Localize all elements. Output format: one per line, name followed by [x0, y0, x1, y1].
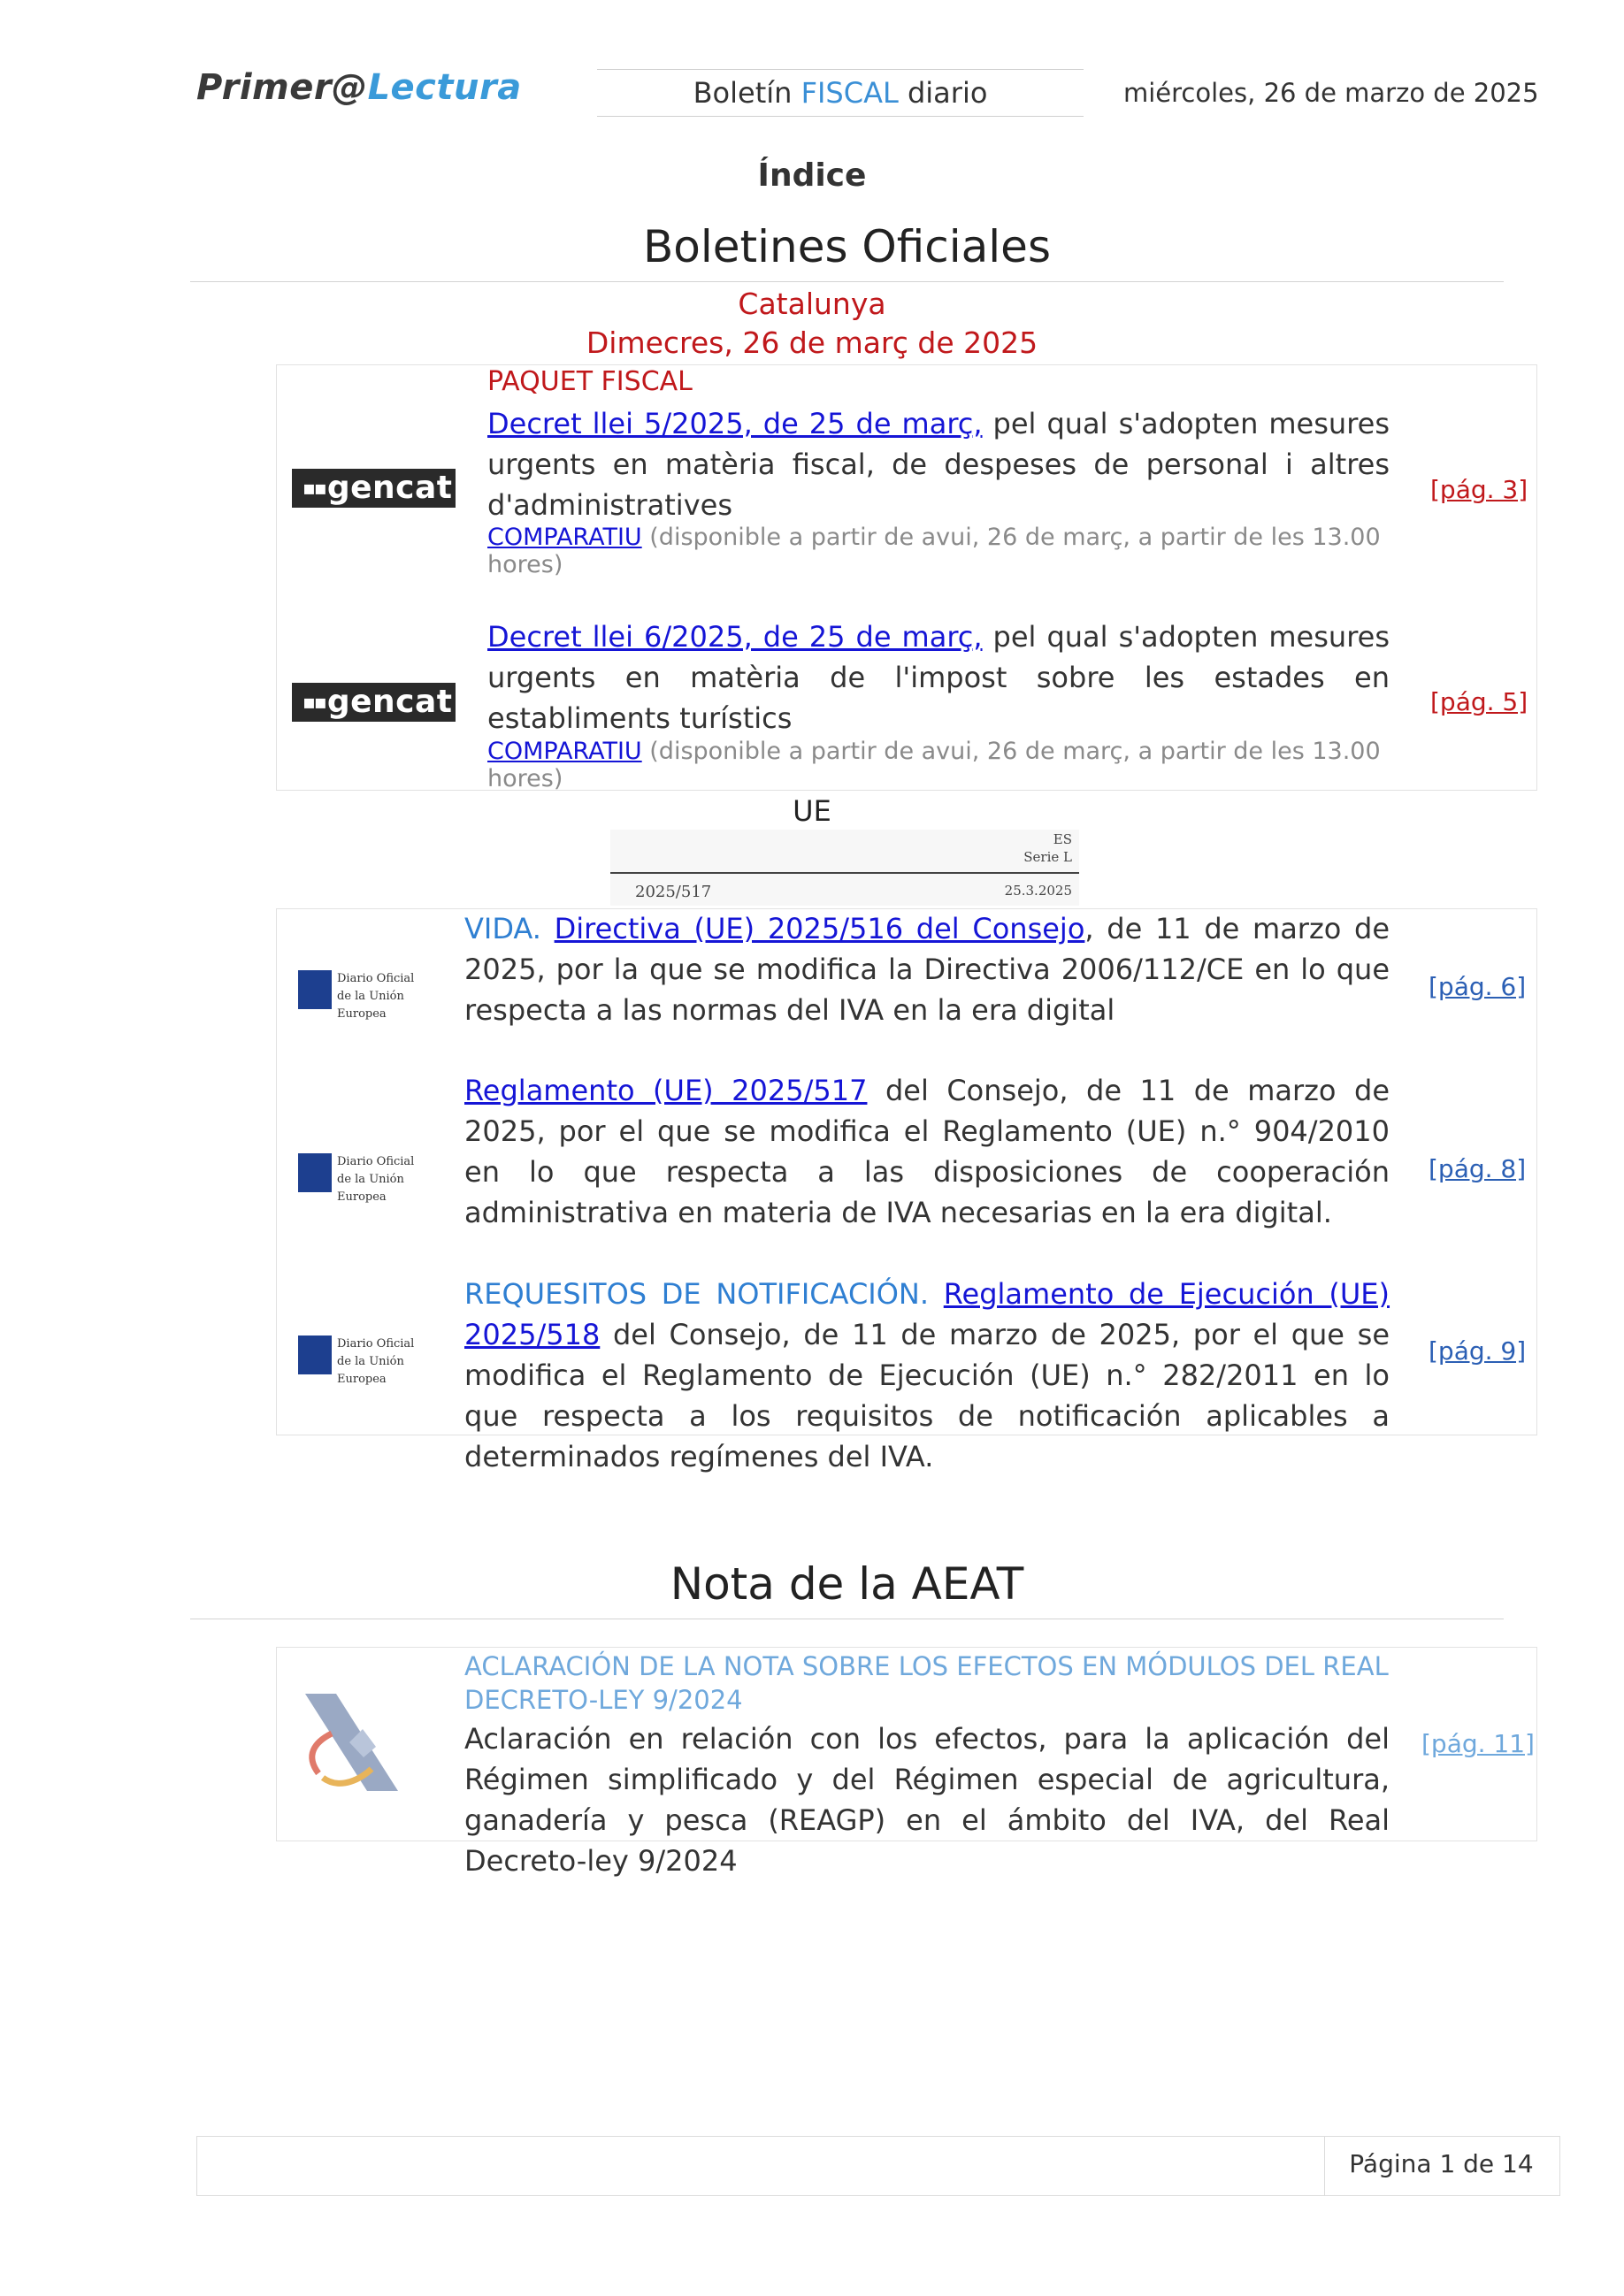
decret-5-link[interactable]: Decret llei 5/2025, de 25 de març,: [487, 407, 983, 440]
bulletin-title: [597, 69, 1084, 117]
vida-label: VIDA.: [464, 912, 555, 945]
eu-logo-line1: Diario Oficial: [337, 1155, 415, 1168]
decret-6-text: pel qual s'adopten mesures urgents en matèria de l'impost sobre les estades en establiments turístics: [487, 620, 1390, 735]
reglamento-518-link[interactable]: Reglamento de Ejecución (UE) 2025/518: [464, 1277, 1390, 1351]
page-ref-3[interactable]: [pág. 3]: [1430, 475, 1528, 504]
page-ref-6[interactable]: [pág. 6]: [1429, 972, 1527, 1001]
decret-6-link[interactable]: Decret llei 6/2025, de 25 de març,: [487, 620, 983, 654]
brand-logo: [196, 67, 522, 108]
header-date: miércoles, 26 de marzo de 2025: [1123, 78, 1539, 108]
eu-logo-line2: de la Unión Europea: [337, 1173, 404, 1204]
entry-decret-6: [487, 616, 1390, 739]
comparatiu-1: [487, 524, 1390, 578]
eu-flag-icon: [298, 970, 332, 1009]
index-title: Índice: [757, 157, 867, 194]
region-title: Catalunya: [738, 287, 886, 321]
gencat-logo-text: gencat: [326, 470, 453, 506]
eu-journal-clip: [610, 830, 1079, 906]
eu-journal-logo: [298, 1150, 431, 1204]
brand-part1: Primer@: [196, 67, 368, 108]
aeat-note-text: Aclaración en relación con los efectos, para la aplicación del Régimen simplificado y del Régimen especial de agricultura, ganadería y pesca (REAGP) en el ámbito del IVA, del Real Decreto-ley 9/2024: [464, 1722, 1390, 1878]
bulletin-pre: Boletín: [693, 76, 801, 110]
paquet-fiscal-label: PAQUET FISCAL: [487, 366, 693, 397]
clip-es: ES: [1053, 831, 1072, 847]
reglamento-518-text: del Consejo, de 11 de marzo de 2025, por el que se modifica el Reglamento de Ejecución (UE) n.° 282/2011 en lo que respecta a los requisitos de notificación aplicables a determinados regímenes del IVA.: [464, 1318, 1390, 1473]
eu-logo-line1: Diario Oficial: [337, 1337, 415, 1351]
entry-decret-5: [487, 403, 1390, 525]
bulletin-fiscal: FISCAL: [801, 76, 899, 110]
aeat-note-heading: ACLARACIÓN DE LA NOTA SOBRE LOS EFECTOS EN MÓDULOS DEL REAL DECRETO-LEY 9/2024: [464, 1651, 1389, 1715]
directiva-516-text: , de 11 de marzo de 2025, por la que se modifica la Directiva 2006/112/CE en lo que respecta a las normas del IVA en la era digital: [464, 912, 1390, 1027]
eu-logo-line2: de la Unión Europea: [337, 990, 404, 1021]
clip-number: 2025/517: [635, 883, 712, 901]
page-ref-9[interactable]: [pág. 9]: [1429, 1336, 1527, 1366]
reglamento-517-link[interactable]: Reglamento (UE) 2025/517: [464, 1074, 868, 1107]
entry-reglamento-517: [464, 1070, 1390, 1233]
page-number: Página 1 de 14: [1349, 2149, 1534, 2178]
comparatiu-2: [487, 738, 1390, 792]
eu-logo-line1: Diario Oficial: [337, 972, 415, 985]
eu-flag-icon: [298, 1336, 332, 1374]
gencat-logo: ▪▪gencat: [292, 683, 456, 722]
comparatiu-1-link[interactable]: COMPARATIU: [487, 524, 642, 551]
directiva-516-link[interactable]: Directiva (UE) 2025/516 del Consejo: [554, 912, 1085, 945]
requesitos-label: REQUESITOS DE NOTIFICACIÓN.: [464, 1277, 944, 1311]
ue-label: UE: [793, 794, 831, 828]
section-title-boletines: Boletines Oficiales: [642, 221, 1051, 272]
aeat-logo-icon: [296, 1694, 407, 1791]
clip-serie: Serie L: [1023, 849, 1072, 865]
aeat-logo: [296, 1694, 407, 1791]
eu-logo-line2: de la Unión Europea: [337, 1355, 404, 1386]
page-ref-11[interactable]: [pág. 11]: [1421, 1729, 1535, 1758]
region-date: Dimecres, 26 de març de 2025: [586, 325, 1038, 360]
eu-journal-logo: [298, 1332, 431, 1386]
eu-journal-logo: [298, 967, 431, 1021]
comparatiu-1-note: (disponible a partir de avui, 26 de març, a partir de les 13.00 hores): [487, 524, 1381, 578]
gencat-logo: ▪▪gencat: [292, 469, 456, 508]
reglamento-517-text: del Consejo, de 11 de marzo de 2025, por el que se modifica el Reglamento (UE) n.° 904/2010 en lo que respecta a las disposiciones de cooperación administrativa en materia de IVA necesarias en la era digital.: [464, 1074, 1390, 1229]
decret-5-text: pel qual s'adopten mesures urgents en matèria fiscal, de despeses de personal i altres d'administratives: [487, 407, 1390, 522]
clip-rule: [610, 872, 1079, 874]
bulletin-post: diario: [898, 76, 988, 110]
comparatiu-2-link[interactable]: COMPARATIU: [487, 738, 642, 765]
section-title-aeat: Nota de la AEAT: [670, 1558, 1024, 1610]
section-divider: [190, 281, 1504, 282]
entry-reglamento-518: [464, 1274, 1390, 1477]
brand-part2: Lectura: [367, 67, 522, 108]
page-ref-5[interactable]: [pág. 5]: [1430, 687, 1528, 716]
clip-date: 25.3.2025: [1004, 883, 1072, 899]
entry-directiva-516: [464, 908, 1390, 1030]
page-ref-8[interactable]: [pág. 8]: [1429, 1154, 1527, 1183]
gencat-logo-text: gencat: [326, 684, 453, 720]
eu-flag-icon: [298, 1153, 332, 1192]
comparatiu-2-note: (disponible a partir de avui, 26 de març, a partir de les 13.00 hores): [487, 738, 1381, 792]
